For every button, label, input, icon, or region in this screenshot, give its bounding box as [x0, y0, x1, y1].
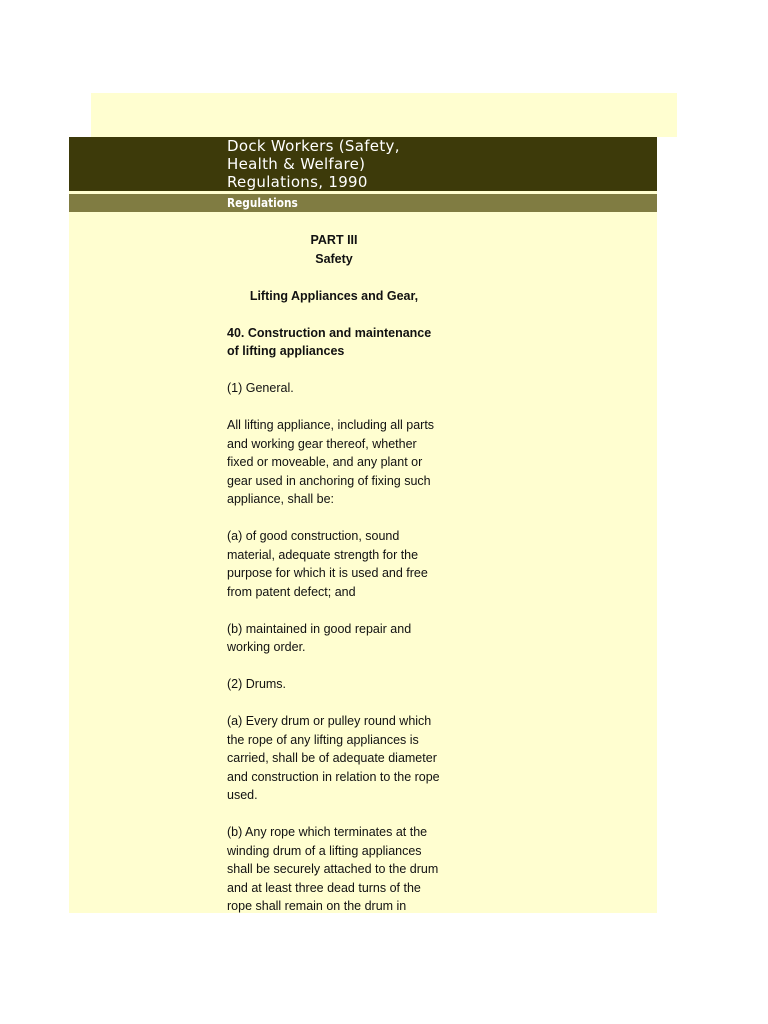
part-subtitle: Safety — [315, 251, 353, 266]
title-line-2: Health & Welfare) — [227, 155, 366, 173]
paragraph: (a) Every drum or pulley round which the rope of any lifting appliances is carried, shall be of adequate diameter and construction in relation to the rope used. — [227, 714, 440, 802]
paragraph: (1) General. — [227, 381, 294, 395]
title-line-1: Dock Workers (Safety, — [227, 137, 400, 155]
title-line-3: Regulations, 1990 — [227, 173, 368, 191]
paragraph: All lifting appliance, including all parts and working gear thereof, whether fixed or moveable, and any plant or gear used in anchoring of fixing such appliance, shall be: — [227, 418, 435, 506]
title-bar — [69, 137, 657, 191]
section-label: Regulations — [227, 196, 298, 210]
document-body — [227, 231, 441, 934]
top-banner-strip — [91, 93, 677, 137]
part-heading: PART III — [310, 233, 358, 247]
section-heading: Lifting Appliances and Gear, — [249, 288, 419, 303]
regulation-title: 40. Construction and maintenance of lifting appliances — [227, 325, 432, 358]
paragraph: (b) Any rope which terminates at the winding drum of a lifting appliances shall be securely attached to the drum and at least three dead turns of the rope shall remain on the drum in — [227, 825, 439, 913]
section-bar — [69, 194, 657, 212]
paragraph: (2) Drums. — [227, 677, 287, 691]
document-title — [227, 137, 487, 191]
paragraph: (a) of good construction, sound material, adequate strength for the purpose for which it is used and free from patent defect; and — [227, 529, 428, 599]
paragraph: (b) maintained in good repair and working order. — [227, 621, 412, 654]
document-page — [69, 137, 657, 913]
